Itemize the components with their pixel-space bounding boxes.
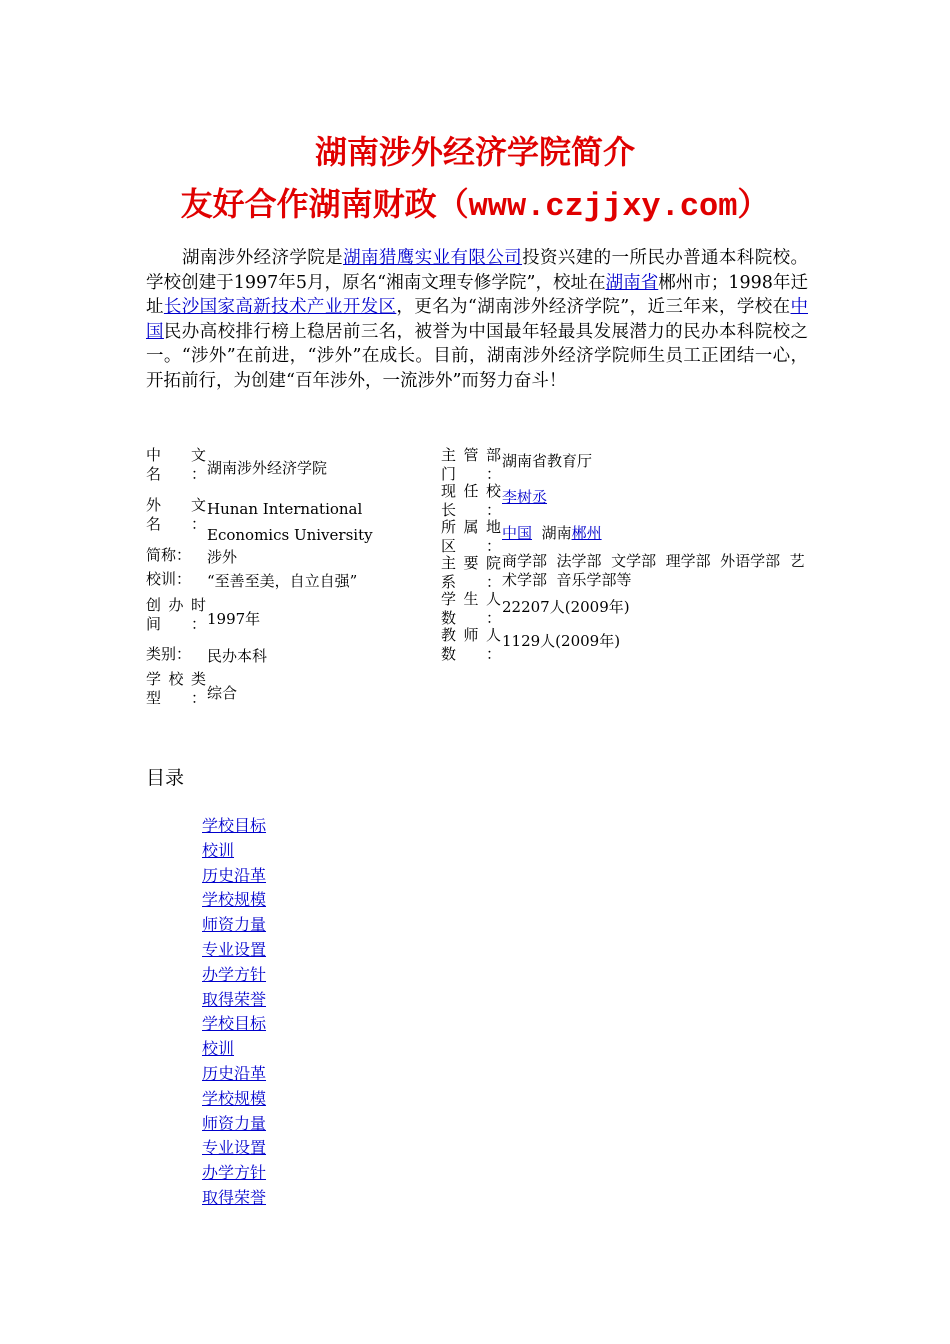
dept-label: 主 管 部 门： bbox=[441, 446, 501, 483]
depts-label: 主 要 院 系： bbox=[441, 554, 501, 591]
toc-item bbox=[202, 988, 266, 1013]
toc-item bbox=[202, 938, 266, 963]
cn-name-label: 中 文 名： bbox=[146, 446, 206, 483]
link-president[interactable]: 李树丞 bbox=[502, 488, 548, 506]
students-label: 学 生 人 数： bbox=[441, 590, 501, 627]
founded-value: 1997年 bbox=[207, 610, 261, 628]
toc-item bbox=[202, 1087, 266, 1112]
link-hunan-province[interactable]: 湖南省 bbox=[605, 272, 659, 293]
intro-text-4: ，更名为“湖南涉外经济学院”，近三年来，学校在 bbox=[396, 297, 791, 318]
toc-link[interactable]: 历史沿革 bbox=[202, 865, 267, 885]
intro-text-3: 郴州市；1998年迁址 bbox=[146, 272, 808, 318]
region-province: 湖南 bbox=[541, 524, 572, 542]
region-label: 所 属 地 区： bbox=[441, 518, 501, 555]
toc-link[interactable]: 校训 bbox=[202, 1039, 235, 1059]
toc-link[interactable]: 学校规模 bbox=[202, 890, 267, 910]
type-label: 学 校 类 型： bbox=[146, 670, 206, 707]
toc-item bbox=[202, 1161, 266, 1186]
category-value: 民办本科 bbox=[207, 647, 268, 665]
founded-label: 创 办 时 间： bbox=[146, 596, 206, 633]
en-name-value: Hunan International Economics University bbox=[207, 500, 373, 544]
toc-item bbox=[202, 1112, 266, 1137]
toc-item bbox=[202, 913, 266, 938]
depts-value: 商学部 法学部 文学部 理学部 外语学部 艺术学部 音乐学部等 bbox=[502, 552, 805, 589]
toc-item bbox=[202, 1136, 266, 1161]
subtitle-prefix: 友好合作湖南财政（ bbox=[180, 185, 469, 223]
toc-item bbox=[202, 1186, 266, 1211]
toc-item bbox=[202, 963, 266, 988]
students-value: 22207人(2009年) bbox=[502, 598, 630, 616]
toc-link[interactable]: 学校目标 bbox=[202, 1014, 267, 1034]
category-label: 类别： bbox=[146, 645, 192, 663]
toc-item bbox=[202, 864, 266, 889]
toc-link[interactable]: 专业设置 bbox=[202, 1138, 267, 1158]
document-title: 湖南涉外经济学院简介 bbox=[314, 133, 635, 171]
link-changsha-hitech-zone[interactable]: 长沙国家高新技术产业开发区 bbox=[163, 297, 397, 318]
cn-name-value: 湖南涉外经济学院 bbox=[207, 459, 328, 477]
toc-link[interactable]: 办学方针 bbox=[202, 964, 267, 984]
toc-item bbox=[202, 1037, 266, 1062]
short-name-label: 简称： bbox=[146, 546, 192, 564]
dept-value: 湖南省教育厅 bbox=[502, 452, 593, 470]
subtitle-suffix: ） bbox=[737, 185, 770, 223]
toc-link[interactable]: 取得荣誉 bbox=[202, 989, 267, 1009]
subtitle-url: www.czjjxy.com bbox=[468, 188, 738, 225]
document-subtitle bbox=[0, 184, 950, 227]
link-hunan-lieying[interactable]: 湖南猎鹰实业有限公司 bbox=[343, 248, 523, 268]
intro-text-1: 湖南涉外经济学院是 bbox=[182, 248, 344, 268]
president-value-wrap bbox=[502, 486, 547, 509]
link-region-country[interactable]: 中国 bbox=[502, 524, 533, 542]
intro-text-5: 民办高校排行榜上稳居前三名，被誉为中国最年轻最具发展潜力的民办本科院校之一。“涉外”在前进，“涉外”在成长。目前，湖南涉外经济学院师生员工正团结一心，开拓前行，为创建“百年涉外，一流涉外”而努力奋斗！ bbox=[146, 321, 809, 391]
toc-link[interactable]: 师资力量 bbox=[202, 1113, 267, 1133]
toc-link[interactable]: 学校目标 bbox=[202, 816, 267, 835]
toc-link[interactable]: 历史沿革 bbox=[202, 1063, 267, 1083]
toc-link[interactable]: 校训 bbox=[202, 840, 235, 860]
motto-value: “至善至美，自立自强” bbox=[207, 572, 358, 590]
en-name-label: 外 文 名： bbox=[146, 496, 206, 533]
link-china[interactable]: 中国 bbox=[146, 297, 808, 342]
toc-item bbox=[202, 1062, 266, 1087]
type-value: 综合 bbox=[207, 684, 238, 702]
region-value bbox=[502, 522, 602, 545]
toc-item bbox=[202, 888, 266, 913]
toc-link[interactable]: 取得荣誉 bbox=[202, 1187, 267, 1207]
motto-label: 校训： bbox=[146, 570, 192, 588]
toc-link[interactable]: 办学方针 bbox=[202, 1163, 267, 1183]
table-of-contents bbox=[202, 814, 266, 1211]
toc-item bbox=[202, 814, 266, 839]
teachers-label: 教 师 人 数： bbox=[441, 626, 501, 663]
toc-item bbox=[202, 1012, 266, 1037]
toc-item bbox=[202, 839, 266, 864]
intro-paragraph bbox=[146, 246, 808, 394]
toc-link[interactable]: 学校规模 bbox=[202, 1088, 267, 1108]
short-name-value: 涉外 bbox=[207, 548, 238, 566]
toc-link[interactable]: 师资力量 bbox=[202, 915, 267, 935]
president-label: 现 任 校 长： bbox=[441, 482, 501, 519]
toc-title: 目录 bbox=[146, 767, 185, 789]
teachers-value: 1129人(2009年) bbox=[502, 632, 621, 650]
toc-link[interactable]: 专业设置 bbox=[202, 939, 267, 959]
link-region-city[interactable]: 郴州 bbox=[571, 524, 602, 542]
intro-text-2: 投资兴建的一所民办普通本科院校。学校创建于1997年5月，原名“湘南文理专修学院”，校址在 bbox=[146, 248, 809, 293]
